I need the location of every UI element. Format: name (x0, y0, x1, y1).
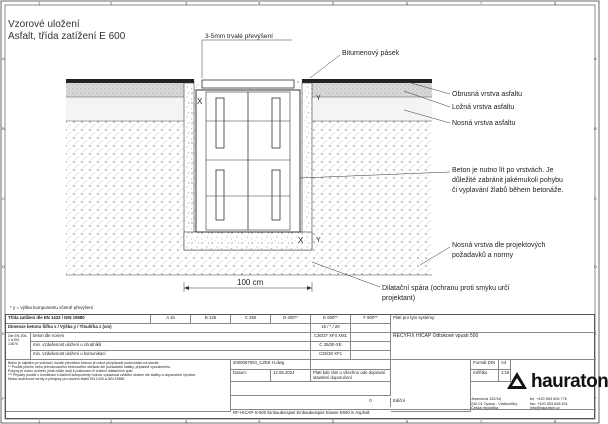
label-binder-course: Ložná vrstva asfaltu (452, 104, 515, 111)
norm-e-value-1: C30/37 XF4 XM1 (311, 333, 351, 342)
contact-phone (530, 397, 568, 411)
svg-text:3-5mm trvalé převýšení: 3-5mm trvalé převýšení (205, 33, 273, 40)
label-bitumen: Bitumenový pásek (342, 50, 400, 57)
address-line: 240 01 Opava - Vlaštovičky (471, 401, 518, 406)
format-value: A4 (499, 360, 511, 370)
label-wearing-course: Obrusná vrstva asfaltu (452, 91, 523, 98)
date-label: Datum: (231, 370, 271, 382)
label-concrete-1: Beton je nutno lít po vrstvách. Je (452, 167, 554, 174)
logo-mark-icon (505, 369, 529, 393)
class-e600: E 600** (311, 315, 351, 324)
marker-y-bottom: Y (316, 237, 321, 244)
border-number: 7 (480, 0, 483, 6)
marker-x-bottom: X (298, 236, 304, 245)
hauraton-logo (505, 369, 608, 395)
border-number: 2 (110, 418, 113, 424)
border-number: 6 (406, 0, 409, 6)
border-number: 8 (554, 418, 557, 424)
border-letter: D (2, 264, 5, 269)
format-label: Formát DIN (471, 360, 499, 370)
border-letter: B (2, 126, 5, 131)
border-letter: F (2, 396, 5, 401)
logo-text: hauraton (531, 371, 608, 392)
border-letter: C (594, 196, 597, 201)
border-number: 5 (332, 0, 335, 6)
norm-sub-3: min. vzdušenost uložení u komunikací (31, 351, 311, 360)
index: 0 (351, 398, 391, 407)
marker-x: X (197, 97, 203, 106)
border-letter: B (594, 126, 597, 131)
label-joint-2: projektant) (382, 295, 416, 302)
border-letter: C (2, 196, 5, 201)
empty-cell (231, 382, 391, 396)
empty-cell (351, 324, 391, 333)
drawing-subtitle: Asfalt, třída zatížení E 600 (8, 31, 126, 42)
document-number: 2000067004_CZEE H.dwg (231, 360, 311, 370)
empty-cell (351, 351, 391, 360)
dimension-e-value: 15 / * / 20 (311, 324, 351, 333)
scale-value: 1:16 (499, 370, 511, 382)
label-subbase-2: požadavků a normy (452, 252, 514, 259)
border-number: 1 (38, 0, 41, 6)
label-concrete-3: či vyplavání žlabů během betonáže. (452, 187, 564, 194)
load-class-label: Třída zatížení dle EN 1433 / DIN 19580 (6, 315, 151, 324)
label-base-course: Nosná vrstva asfaltu (452, 120, 516, 127)
norm-e-value-3: C25/30 XF1 (311, 351, 351, 360)
class-d400: D 400** (271, 315, 311, 324)
phone-line: fax: +420 553 628 401 (530, 401, 568, 406)
border-number: 8 (554, 0, 557, 6)
scale-label: měřítko (471, 370, 499, 382)
bottom-description: RF-HICAP-S-500 Einbaubeispiel Einbaubeispiel Klasse E600 in Asphalt (231, 409, 596, 419)
border-letter: E (2, 331, 5, 336)
border-number: 6 (406, 418, 409, 424)
border-number: 7 (480, 418, 483, 424)
norm-e-value-2: C 35/30-XE (311, 342, 351, 351)
description-line: Platí kde rám u všechno ode dopravní (313, 370, 386, 375)
email-line: info@hauraton.cz (530, 406, 560, 411)
border-letter: D (594, 264, 597, 269)
label-concrete-2: důležité zabránit jakémukoli pohybu (452, 177, 563, 184)
note-line: ** Použití plného nebo přerušovaného betonového obkladu dle požadavků statiky, případně vyztuženého. (8, 365, 171, 370)
border-letter: A (594, 56, 597, 61)
class-a15: A 15 (151, 315, 191, 324)
description (311, 370, 391, 382)
border-number: 4 (258, 418, 261, 424)
address-line: Česká republika (471, 406, 499, 411)
footnote: * y = výška komponentu včetně převýšení (10, 305, 94, 310)
width-dimension (184, 278, 312, 292)
label-subbase-1: Nosná vrstva dle projektových (452, 242, 546, 249)
norm-sub-1: beton dle norem (31, 333, 311, 342)
edition-label: Ediční (391, 398, 471, 412)
note-line: Nutno dodržovat normy a předpisy pro uložení žlabů EN 1433 a DIN 19580. (8, 377, 126, 382)
norm-label: Dle EN 206-1 a EN 13670 (6, 333, 31, 360)
border-number: 4 (258, 0, 261, 6)
border-number: 3 (185, 0, 188, 6)
contact-address (471, 397, 517, 411)
norm-sub-2: min. vzdušenost uložení u chodníků (31, 342, 311, 351)
note-line: Pokyny je nutno dodržet, jinak může dojít k poškození či zničení dilatačních spár. (8, 369, 134, 374)
marker-y: Y (316, 95, 321, 102)
description-line: stavební doporučení (313, 374, 352, 380)
note-line: *** Případy použití v kombinaci s dalšími komponenty mohou vyžadovat zvláštní uložení dle statiky a doporučení výrobce. (8, 373, 197, 378)
empty-cell (351, 342, 391, 351)
gap-dimension (202, 33, 292, 78)
border-letter: F (594, 396, 597, 401)
border-number: 1 (38, 418, 41, 424)
empty-cell (351, 333, 391, 342)
date-value: 12.05.2024 (271, 370, 311, 382)
note-line: Beton je zajištěn po vrstvách, kulaté převážení betonu je nutné přizpůsobit podmínkám na stavbě. (8, 361, 160, 365)
border-letter: A (2, 56, 5, 61)
border-number: 2 (110, 0, 113, 6)
class-f900: F 900** (351, 315, 391, 324)
address-line: Jeseniová 152/18 (471, 397, 501, 401)
empty-cell (311, 360, 391, 370)
dimension-label: Dimenze betonu Šířka x / Výška y / Tloušťka z (cm) (6, 324, 311, 333)
cross-section (66, 79, 432, 275)
phone-line: tel: +420 553 628 776 (530, 397, 567, 401)
drawing-title: Vzorové uložení (8, 19, 80, 30)
border-letter: E (594, 331, 597, 336)
class-b125: B 125 (191, 315, 231, 324)
systems-label: Platí pro tyto systémy: (391, 315, 596, 333)
class-c250: C 250 (231, 315, 271, 324)
label-joint-1: Dilatační spára (ochranu proti smyku určí (382, 285, 510, 292)
product-name: RECYFIX HICAP Odtokové vpusti 500 (391, 333, 596, 360)
border-number: 5 (332, 418, 335, 424)
notes-block (6, 360, 231, 412)
border-number: 3 (185, 418, 188, 424)
svg-text:100 cm: 100 cm (237, 278, 264, 287)
